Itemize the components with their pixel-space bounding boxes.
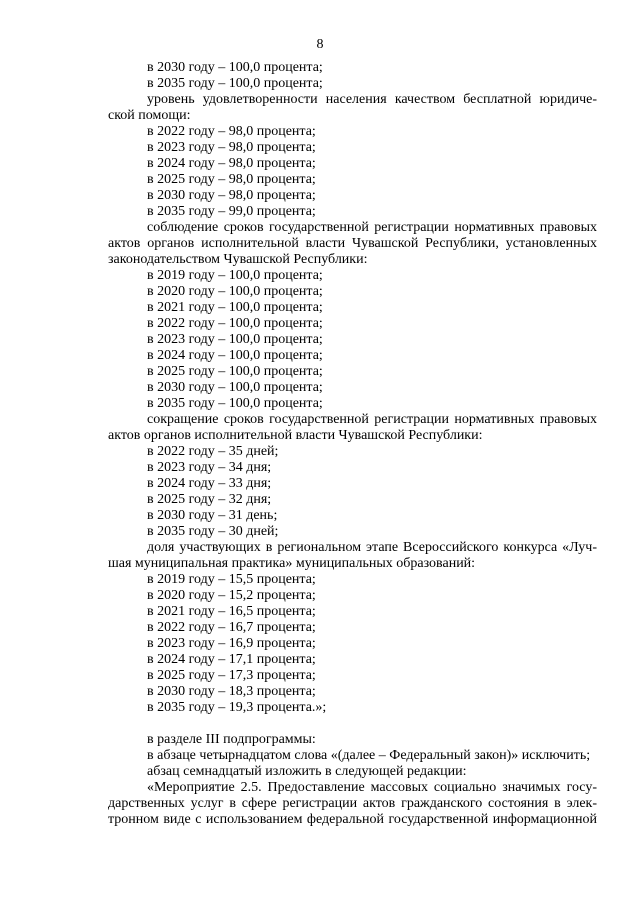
text-line: в 2023 году – 100,0 процента;: [147, 332, 323, 347]
text-line: шая муниципальная практика» муниципальных образований:: [108, 556, 476, 571]
text-line: в 2023 году – 34 дня;: [147, 460, 272, 475]
text-line: сокращение сроков государственной регистрации нормативных правовых: [147, 412, 597, 427]
text-line: в 2022 году – 98,0 процента;: [147, 124, 316, 139]
text-line: законодательством Чувашской Республики:: [108, 252, 368, 267]
text-line: в 2025 году – 98,0 процента;: [147, 172, 316, 187]
text-line: в 2019 году – 15,5 процента;: [147, 572, 316, 587]
text-line: в 2035 году – 30 дней;: [147, 524, 279, 539]
text-line: в абзаце четырнадцатом слова «(далее – Федеральный закон)» исключить;: [147, 748, 591, 763]
document-body: [108, 60, 597, 828]
text-line: в 2022 году – 16,7 процента;: [147, 620, 316, 635]
text-line: в 2025 году – 17,3 процента;: [147, 668, 316, 683]
text-line: в 2023 году – 98,0 процента;: [147, 140, 316, 155]
text-line: в 2022 году – 35 дней;: [147, 444, 279, 459]
text-line: в разделе III подпрограммы:: [147, 732, 316, 747]
text-line: в 2022 году – 100,0 процента;: [147, 316, 323, 331]
text-line: уровень удовлетворенности населения качеством бесплатной юридиче-: [147, 92, 597, 107]
text-line: в 2021 году – 16,5 процента;: [147, 604, 316, 619]
text-line: «Мероприятие 2.5. Предоставление массовых социально значимых госу-: [147, 780, 597, 795]
blank-line: [108, 716, 597, 732]
text-line: доля участвующих в региональном этапе Всероссийского конкурса «Луч-: [147, 540, 597, 555]
text-line: в 2030 году – 18,3 процента;: [147, 684, 316, 699]
text-line: соблюдение сроков государственной регистрации нормативных правовых: [147, 220, 597, 235]
text-line: тронном виде с использованием федеральной государственной информационной: [108, 812, 597, 827]
text-line: в 2024 году – 17,1 процента;: [147, 652, 316, 667]
text-line: в 2019 году – 100,0 процента;: [147, 268, 323, 283]
page-number: 8: [316, 37, 324, 52]
text-line: в 2035 году – 100,0 процента;: [147, 76, 323, 91]
text-line: ской помощи:: [108, 108, 191, 123]
text-line: в 2035 году – 100,0 процента;: [147, 396, 323, 411]
text-line: в 2030 году – 100,0 процента;: [147, 60, 323, 75]
text-line: актов органов исполнительной власти Чувашской Республики, установленных: [108, 236, 597, 251]
text-line: в 2025 году – 32 дня;: [147, 492, 272, 507]
text-line: актов органов исполнительной власти Чувашской Республики:: [108, 428, 483, 443]
text-line: в 2021 году – 100,0 процента;: [147, 300, 323, 315]
text-line: в 2035 году – 19,3 процента.»;: [147, 700, 327, 715]
text-line: в 2024 году – 33 дня;: [147, 476, 272, 491]
text-line: в 2030 году – 31 день;: [147, 508, 278, 523]
text-line: в 2020 году – 100,0 процента;: [147, 284, 323, 299]
text-line: в 2020 году – 15,2 процента;: [147, 588, 316, 603]
text-line: в 2023 году – 16,9 процента;: [147, 636, 316, 651]
text-line: в 2025 году – 100,0 процента;: [147, 364, 323, 379]
text-line: абзац семнадцатый изложить в следующей редакции:: [147, 764, 467, 779]
text-line: дарственных услуг в сфере регистрации актов гражданского состояния в элек-: [108, 796, 597, 811]
text-line: в 2024 году – 98,0 процента;: [147, 156, 316, 171]
text-line: в 2035 году – 99,0 процента;: [147, 204, 316, 219]
text-line: в 2024 году – 100,0 процента;: [147, 348, 323, 363]
text-line: в 2030 году – 98,0 процента;: [147, 188, 316, 203]
text-line: в 2030 году – 100,0 процента;: [147, 380, 323, 395]
